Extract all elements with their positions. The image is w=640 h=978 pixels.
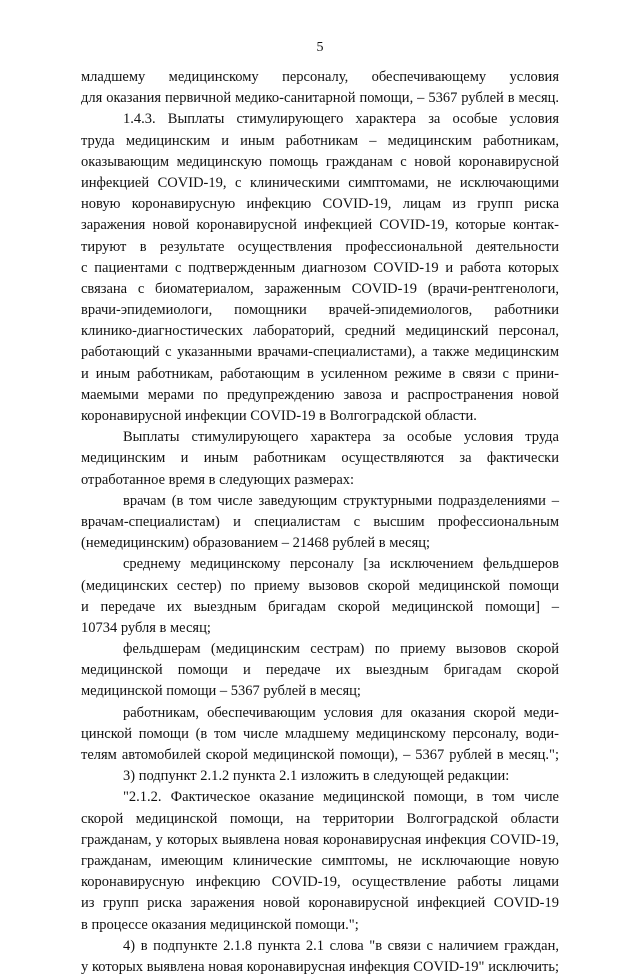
text-line: работникам, обеспечивающим условия для оказания скорой меди- [123,704,559,721]
text-line: медицинской помощи – 5367 рублей в месяц; [81,683,361,700]
text-line: работающий с указанными врачами-специалистами), а также медицинским [81,344,559,361]
text-line: и передаче их выездным бригадам скорой медицинской помощи] – [81,598,559,615]
text-line: фельдшерам (медицинским сестрам) по приему вызовов скорой [123,641,559,658]
text-line: из групп риска заражения новой коронавирусной инфекцией COVID-19 [81,895,559,912]
text-line: среднему медицинскому персоналу [за исключением фельдшеров [123,556,559,573]
text-line: коронавирусной инфекции COVID-19 в Волгоградской области. [81,408,477,424]
text-line: (немедицинским) образованием – 21468 рублей в месяц; [81,535,431,552]
text-line: клинико-диагностических лабораторий, средний медицинский персонал, [81,323,559,340]
text-line: врачам-специалистам) и специалистам с высшим профессиональным [81,513,559,530]
text-line: заражения новой коронавирусной инфекцией COVID-19, которые контак- [81,217,559,234]
text-line: (медицинских сестер) по приему вызовов скорой медицинской помощи [81,577,559,594]
text-line: скорой медицинской помощи, на территории Волгоградской области [81,810,559,827]
text-line: для оказания первичной медико-санитарной помощи, – 5367 рублей в месяц. [81,90,559,107]
text-line: у которых выявлена новая коронавирусная инфекция COVID-19" исключить; [81,958,559,975]
text-line: в процессе оказания медицинской помощи."; [81,916,359,933]
text-line: и иным работникам, работающим в усиленном режиме в связи с прини- [81,365,559,382]
text-line: труда медицинским и иным работникам – медицинским работникам, [81,132,559,149]
text-line: инфекцией COVID-19, с клиническими симптомами, не исключающими [81,174,559,191]
text-line: с пациентами с подтвержденным диагнозом COVID-19 и работа которых [81,259,559,276]
text-line: медицинской помощи и передаче их выездным бригадам скорой [81,662,559,679]
document-body [81,67,559,978]
text-line: тируют в результате осуществления профессиональной деятельности [81,238,559,255]
text-line: "2.1.2. Фактическое оказание медицинской помощи, в том числе [123,789,559,806]
text-line: 4) в подпункте 2.1.8 пункта 2.1 слова "в связи с наличием граждан, [123,937,559,954]
text-line: гражданам, имеющим клинические симптомы, не исключающие новую [81,852,559,869]
text-line: младшему медицинскому персоналу, обеспечивающему условия [81,69,559,85]
text-line: 3) подпункт 2.1.2 пункта 2.1 изложить в следующей редакции: [123,768,510,785]
text-line: 1.4.3. Выплаты стимулирующего характера за особые условия [123,111,559,128]
text-line: гражданам, у которых выявлена новая коронавирусная инфекция COVID-19, [81,831,559,848]
text-line: отработанное время в следующих размерах: [81,471,355,488]
text-line: телям автомобилей скорой медицинской помощи), – 5367 рублей в месяц."; [81,747,559,763]
text-line: 10734 рубля в месяц; [81,619,211,636]
text-line: связана с биоматериалом, зараженным COVID-19 (врачи-рентгенологи, [81,280,559,297]
text-line: оказывающим медицинскую помощь гражданам с новой коронавирусной [81,153,559,170]
text-line: маемыми мерами по предупреждению завоза и распространения новой [81,386,559,403]
text-line: цинской помощи (в том числе младшему медицинскому персоналу, води- [81,725,559,742]
text-line: медицинским и иным работникам осуществляются за фактически [81,450,559,467]
text-line: Выплаты стимулирующего характера за особые условия труда [123,429,559,446]
text-line: врачам (в том числе заведующим структурными подразделениями – [123,492,559,509]
page-number: 5 [316,40,324,55]
text-line: коронавирусную инфекцию COVID-19, осуществление работы лицами [81,874,559,891]
text-line: врачи-эпидемиологи, помощники врачей-эпидемиологов, работники [81,302,559,319]
text-line: новую коронавирусную инфекцию COVID-19, лицам из групп риска [81,196,559,213]
